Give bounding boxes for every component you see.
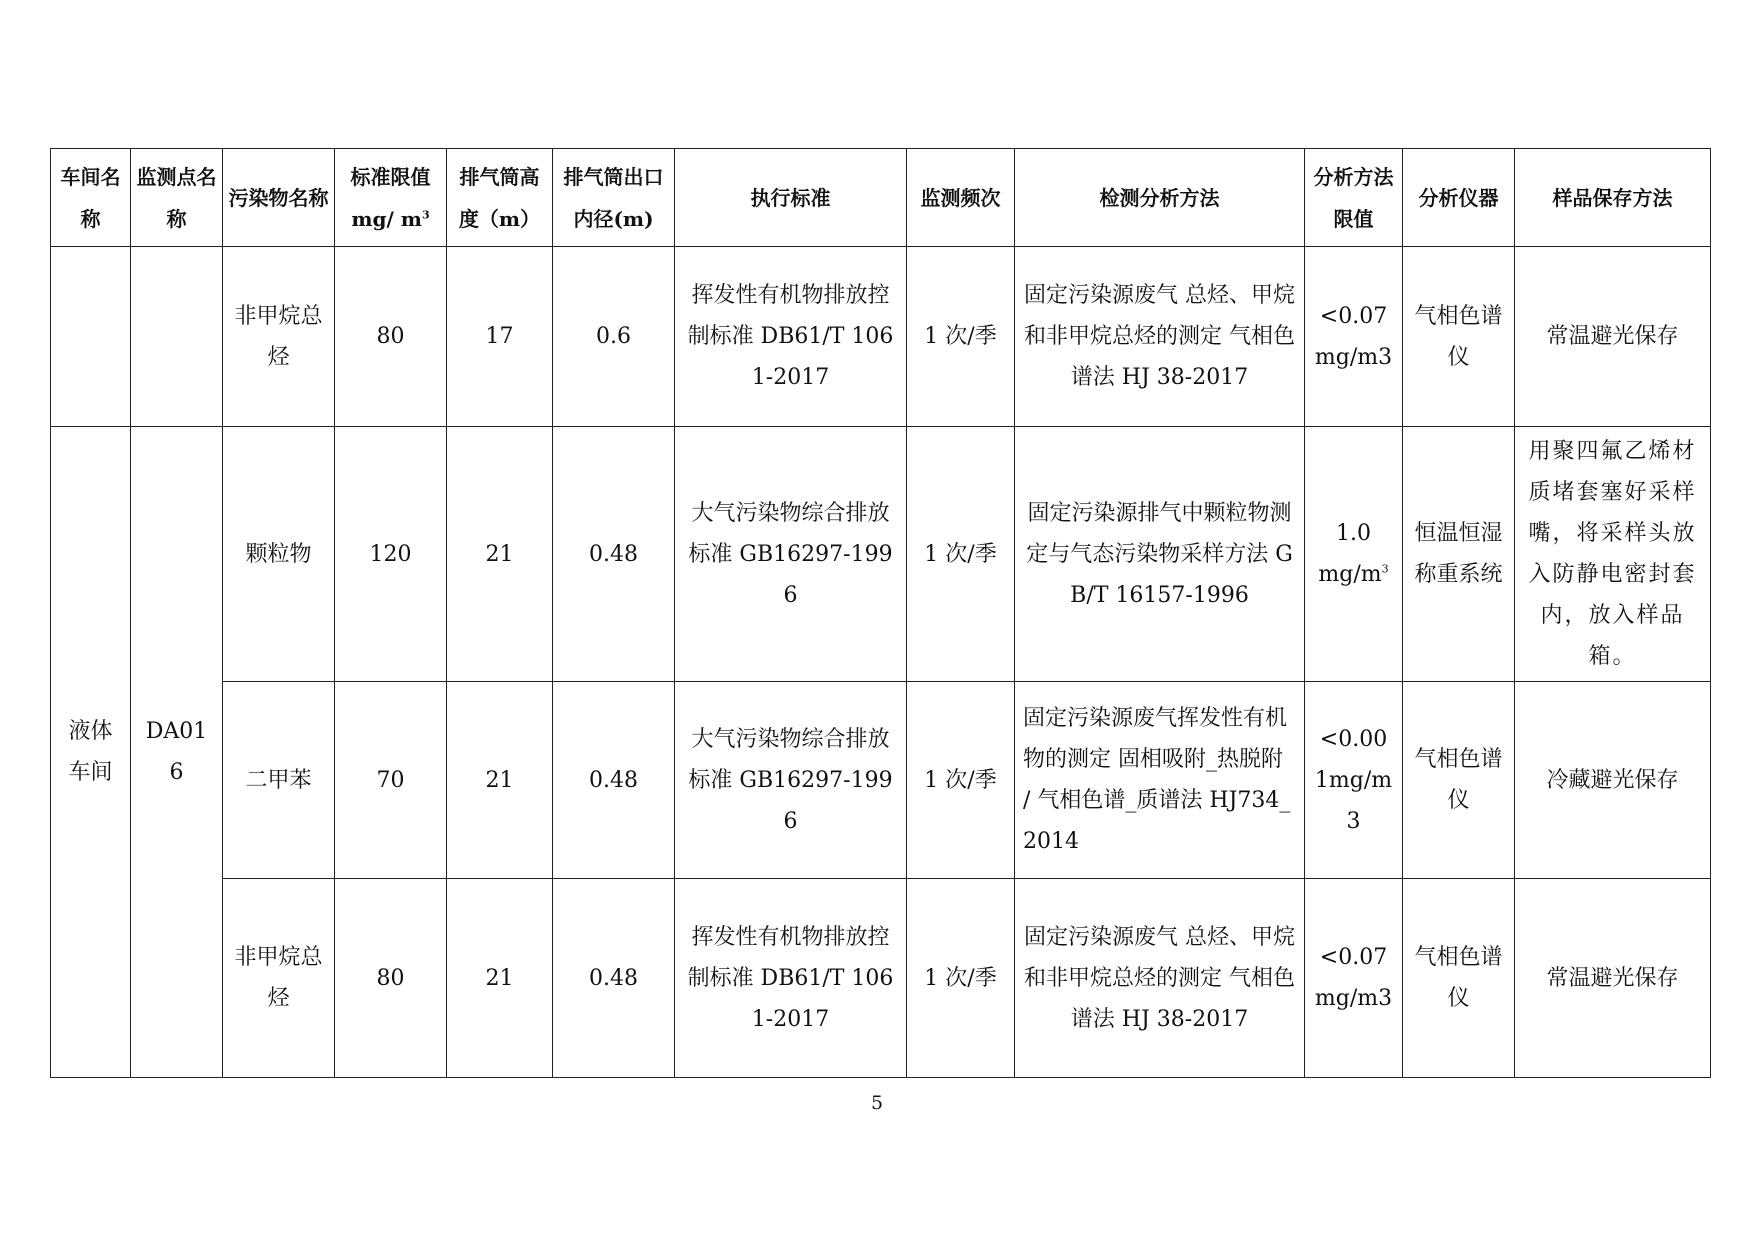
cell-method-limit: <0.07 mg/m3 (1305, 879, 1403, 1078)
cell-instrument: 气相色谱仪 (1403, 879, 1515, 1078)
cell-method-limit: <0.07 mg/m3 (1305, 247, 1403, 427)
table-header-row (51, 149, 1711, 247)
table-row (51, 879, 1711, 1078)
cell-pollutant: 非甲烷总烃 (223, 247, 335, 427)
cell-pollutant: 二甲苯 (223, 682, 335, 879)
cell-method: 固定污染源废气 总烃、甲烷和非甲烷总烃的测定 气相色谱法 HJ 38-2017 (1015, 879, 1305, 1078)
header-method-limit: 分析方法限值 (1305, 149, 1403, 247)
cell-frequency: 1 次/季 (907, 682, 1015, 879)
monitoring-table (50, 148, 1711, 1078)
cell-method-limit-unit: mg/m (1318, 562, 1382, 587)
header-stack-height: 排气筒高度（m） (447, 149, 553, 247)
cell-workshop-group: 液体车间 (51, 427, 131, 1078)
header-method: 检测分析方法 (1015, 149, 1305, 247)
page-number: 5 (870, 1092, 884, 1114)
cell-limit: 80 (335, 247, 447, 427)
cell-limit: 70 (335, 682, 447, 879)
header-frequency: 监测频次 (907, 149, 1015, 247)
cell-method-limit-sup: 3 (1381, 562, 1389, 576)
cell-instrument: 恒温恒湿称重系统 (1403, 427, 1515, 682)
cell-diameter: 0.48 (553, 427, 675, 682)
cell-storage: 常温避光保存 (1515, 879, 1711, 1078)
cell-storage: 常温避光保存 (1515, 247, 1711, 427)
cell-instrument: 气相色谱仪 (1403, 682, 1515, 879)
cell-height: 21 (447, 879, 553, 1078)
cell-diameter: 0.48 (553, 879, 675, 1078)
cell-limit: 80 (335, 879, 447, 1078)
cell-storage: 用聚四氟乙烯材质堵套塞好采样嘴，将采样头放入防静电密封套内，放入样品箱。 (1515, 427, 1711, 682)
header-limit-label: 标准限值 (350, 164, 431, 189)
header-limit-unit: mg/ m (351, 206, 422, 231)
cell-instrument: 气相色谱仪 (1403, 247, 1515, 427)
cell-height: 21 (447, 427, 553, 682)
cell-method: 固定污染源废气挥发性有机物的测定 固相吸附_热脱附 / 气相色谱_质谱法 HJ734_2014 (1015, 682, 1305, 879)
cell-frequency: 1 次/季 (907, 247, 1015, 427)
header-point: 监测点名称 (131, 149, 223, 247)
cell-workshop (51, 247, 131, 427)
cell-point (131, 247, 223, 427)
header-workshop: 车间名称 (51, 149, 131, 247)
cell-method-limit-value: 1.0 (1336, 521, 1371, 546)
table-row (51, 682, 1711, 879)
cell-point-group: DA016 (131, 427, 223, 1078)
header-stack-diameter: 排气筒出口内径(m) (553, 149, 675, 247)
cell-method-limit: <0.001mg/m3 (1305, 682, 1403, 879)
cell-diameter: 0.48 (553, 682, 675, 879)
cell-diameter: 0.6 (553, 247, 675, 427)
cell-method-limit (1305, 427, 1403, 682)
cell-standard: 挥发性有机物排放控制标准 DB61/T 1061-2017 (675, 879, 907, 1078)
cell-height: 21 (447, 682, 553, 879)
table-row (51, 427, 1711, 682)
cell-standard: 大气污染物综合排放标准 GB16297-1996 (675, 427, 907, 682)
cell-method: 固定污染源废气 总烃、甲烷和非甲烷总烃的测定 气相色谱法 HJ 38-2017 (1015, 247, 1305, 427)
cell-storage: 冷藏避光保存 (1515, 682, 1711, 879)
cell-frequency: 1 次/季 (907, 879, 1015, 1078)
cell-height: 17 (447, 247, 553, 427)
header-limit (335, 149, 447, 247)
header-storage: 样品保存方法 (1515, 149, 1711, 247)
cell-pollutant: 颗粒物 (223, 427, 335, 682)
header-instrument: 分析仪器 (1403, 149, 1515, 247)
cell-standard: 大气污染物综合排放标准 GB16297-1996 (675, 682, 907, 879)
header-pollutant: 污染物名称 (223, 149, 335, 247)
header-standard: 执行标准 (675, 149, 907, 247)
table-row (51, 247, 1711, 427)
cell-pollutant: 非甲烷总烃 (223, 879, 335, 1078)
cell-method: 固定污染源排气中颗粒物测定与气态污染物采样方法 GB/T 16157-1996 (1015, 427, 1305, 682)
cell-standard: 挥发性有机物排放控制标准 DB61/T 1061-2017 (675, 247, 907, 427)
header-limit-unit-sup: 3 (421, 207, 430, 221)
cell-limit: 120 (335, 427, 447, 682)
cell-frequency: 1 次/季 (907, 427, 1015, 682)
